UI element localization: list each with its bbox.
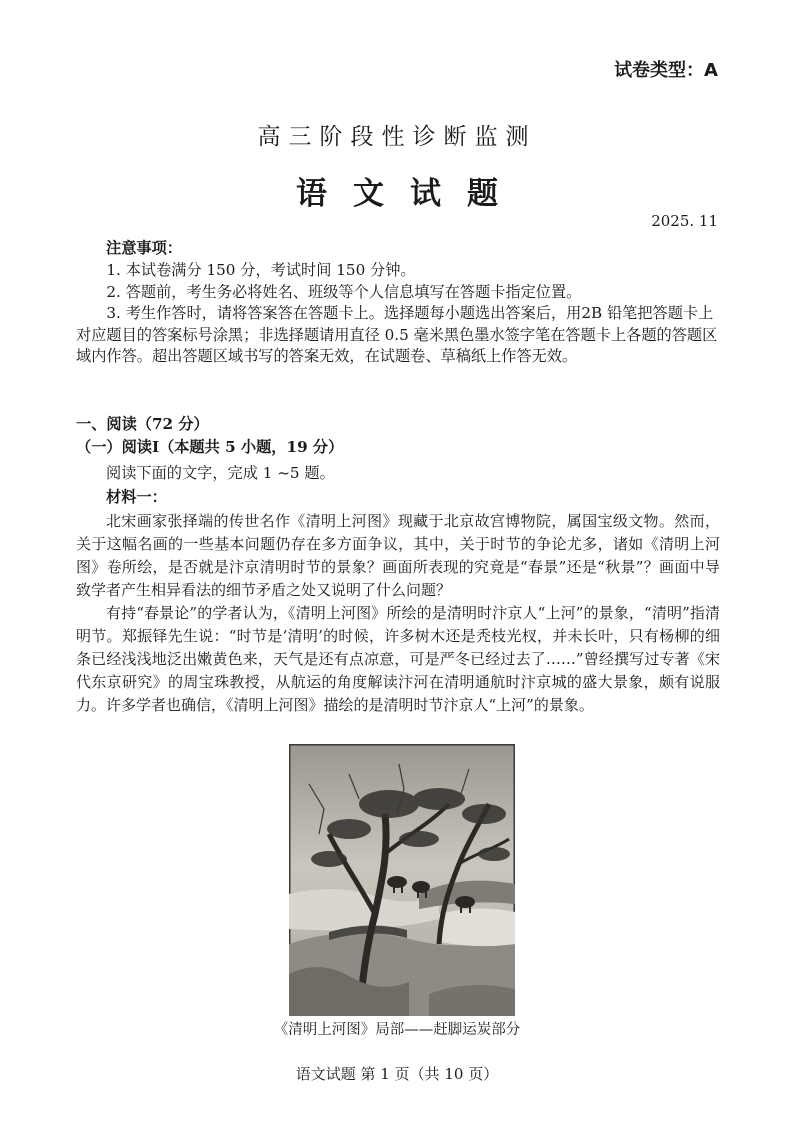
painting-illustration — [289, 744, 515, 1016]
passage — [76, 510, 720, 717]
material-label-text: 材料一： — [106, 488, 167, 506]
instruction — [76, 463, 720, 485]
notes-heading-text: 注意事项： — [106, 239, 182, 257]
passage-paragraph-1: 北宋画家张择端的传世名作《清明上河图》现藏于北京故宫博物院，属国宝级文物。然而，关于这幅名画的一些基本问题仍存在多方面争议，其中，关于时节的争论尤多，诸如《清明上河图》卷所绘，是否就是汴京清明时节的景象？画面所表现的究竟是“春景”还是“秋景”？画面中导致学者产生相异看法的细节矛盾之处又说明了什么问题？ — [76, 512, 720, 599]
page-footer: 语文试题 第 1 页（共 10 页） — [295, 1065, 499, 1083]
instruction-text: 阅读下面的文字，完成 1 ~5 题。 — [106, 464, 335, 482]
paper-type-label: 试卷类型：A — [614, 60, 718, 81]
painting-image — [289, 744, 515, 1016]
note-item-1: 1. 本试卷满分 150 分，考试时间 150 分钟。 — [106, 261, 416, 279]
subsection-heading: （一）阅读Ⅰ（本题共 5 小题，19 分） — [76, 438, 344, 456]
exam-date: 2025. 11 — [651, 212, 718, 230]
material-label — [76, 487, 720, 509]
notes-list — [76, 260, 720, 368]
exam-subtitle: 高三阶段性诊断监测 — [257, 124, 537, 150]
section-heading: 一、阅读（72 分） — [76, 415, 209, 433]
passage-paragraph-2: 有持“春景论”的学者认为，《清明上河图》所绘的是清明时汴京人“上河”的景象，“清明”指清明节。郑振铎先生说：“时节是‘清明’的时候，许多树木还是秃枝光杈，并未长叶，只有杨柳的细条已经浅浅地泛出嫩黄色来，天气是还有点凉意，可是严冬已经过去了……”曾经撰写过专著《宋代东京研究》的周宝珠教授，从航运的角度解读汴河在清明通航时汴京城的盛大景象，颇有说服力。许多学者也确信，《清明上河图》描绘的是清明时节汴京人“上河”的景象。 — [76, 604, 720, 714]
notes-heading — [76, 238, 720, 260]
figure-caption: 《清明上河图》局部——赶脚运炭部分 — [273, 1022, 521, 1038]
note-item-2: 2. 答题前，考生务必将姓名、班级等个人信息填写在答题卡指定位置。 — [106, 282, 582, 301]
note-item-3: 3. 考生作答时，请将答案答在答题卡上。选择题每小题选出答案后，用2B 铅笔把答题卡上对应题目的答案标号涂黑；非选择题请用直径 0.5 毫米黑色墨水签字笔在答题卡上各题的答题区域内作答。超出答题区域书写的答案无效，在试题卷、草稿纸上作答无效。 — [76, 304, 718, 366]
exam-title: 语文试题 — [296, 176, 524, 212]
